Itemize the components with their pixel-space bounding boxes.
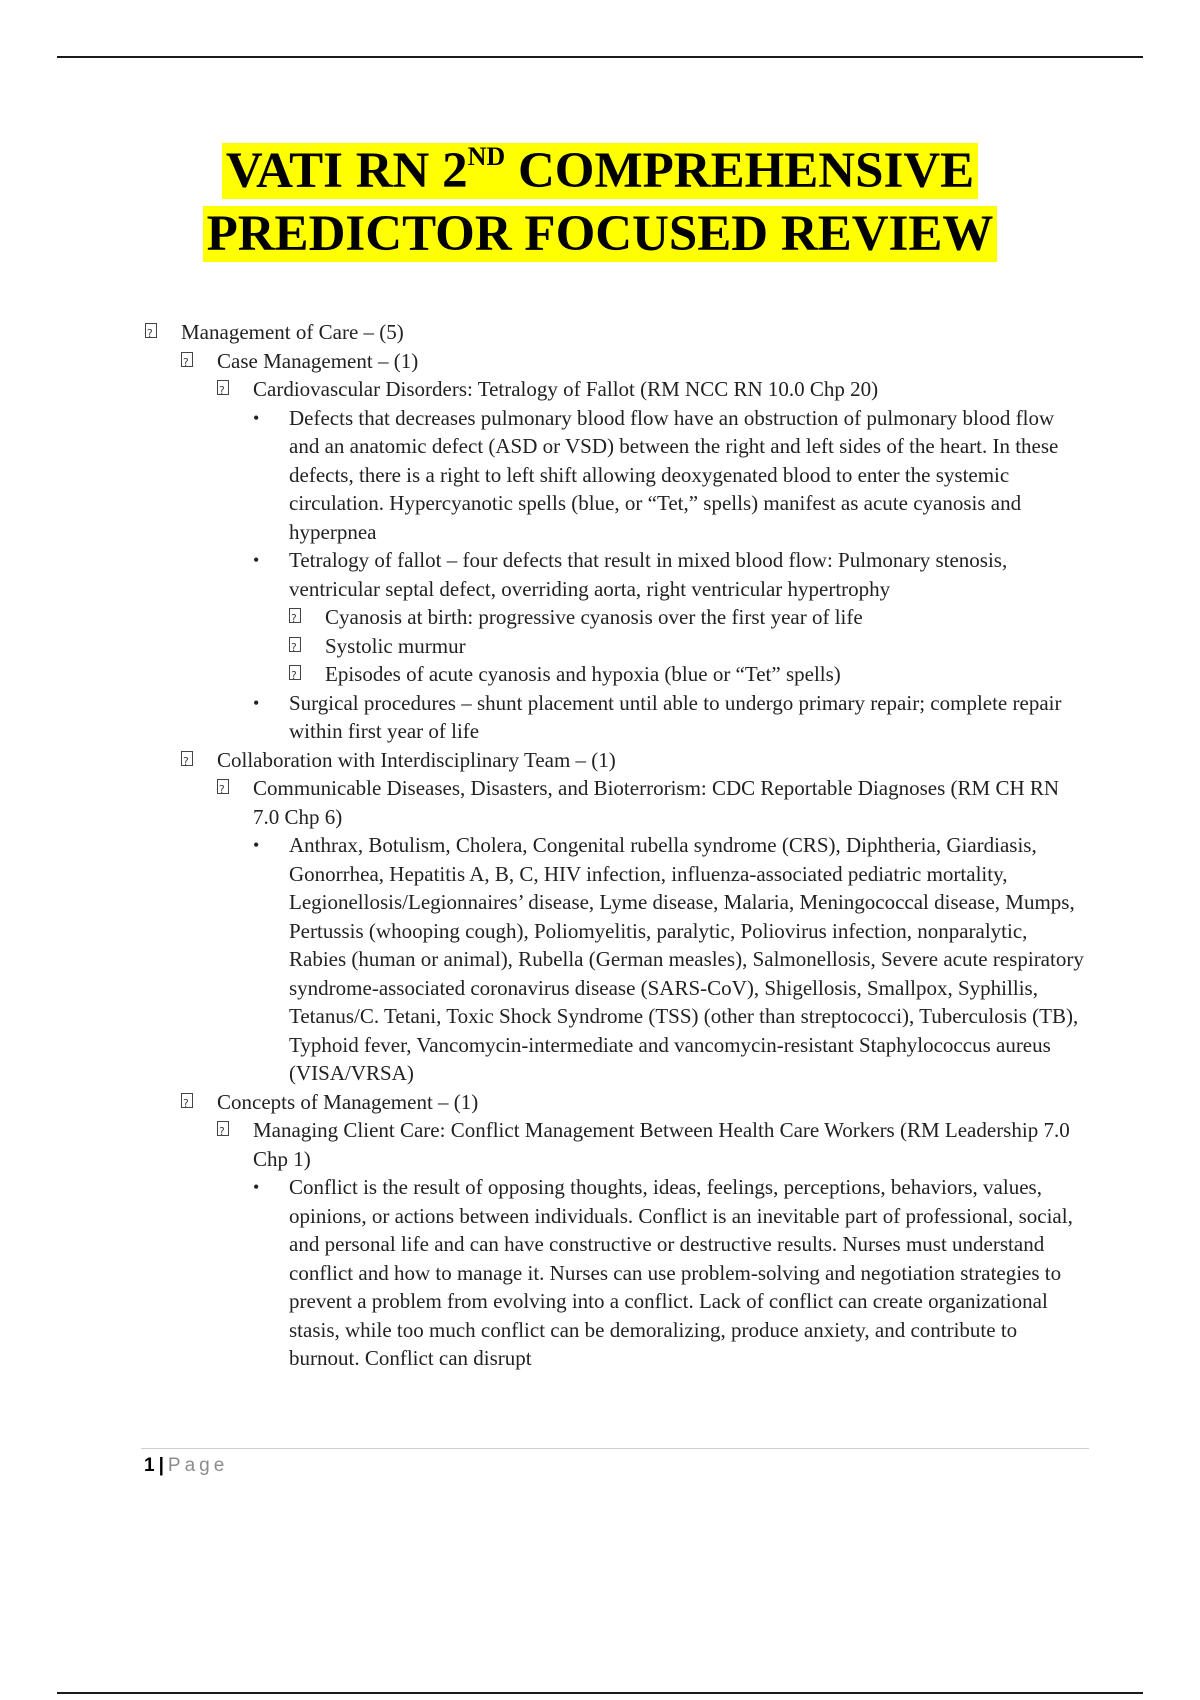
outline-item-text: Communicable Diseases, Disasters, and Bioterrorism: CDC Reportable Diagnoses (RM CH RN 7.0 Chp 6): [253, 776, 1060, 829]
outline-item-tetralogy-heading: [0, 375, 1200, 404]
outline-item-text: Cardiovascular Disorders: Tetralogy of Fallot (RM NCC RN 10.0 Chp 20): [253, 377, 879, 401]
bullet-text: Surgical procedures – shunt placement until able to undergo primary repair; complete repair within first year of life: [289, 690, 1062, 743]
footer-rule: [141, 1448, 1089, 1449]
bullet-text: Anthrax, Botulism, Cholera, Congenital rubella syndrome (CRS), Diphtheria, Giardiasis, Gonorrhea, Hepatitis A, B, C, HIV infection, influenza-associated pediatric mortality, Legionellosis/Legionnaires’ disease, Lyme disease, Malaria, Meningococcal disease, Mumps, Pertussis (whooping cough), Poliomyelitis, paralytic, Poliovirus infection, nonparalytic, Rabies (human or animal), Rubella (German measles), Salmonellosis, Severe acute respiratory syndrome-associated coronavirus disease (SARS-CoV), Shigellosis, Smallpox, Syphillis, Tetanus/C. Tetani, Toxic Shock Syndrome (TSS) (other than streptococci), Tuberculosis (TB), Typhoid fever, Vancomycin-intermediate and vancomycin-resistant Staphylococcus aureus (VISA/VRSA): [289, 833, 1084, 1085]
bullet-item: [0, 1173, 1200, 1373]
outline-item-text: Collaboration with Interdisciplinary Team – (1): [217, 747, 616, 772]
sub-item: [0, 603, 1200, 632]
page-footer: [144, 1452, 228, 1480]
outline-item-text: Management of Care – (5): [181, 320, 404, 344]
sub-item-text: Systolic murmur: [325, 633, 466, 658]
sub-item-text: Episodes of acute cyanosis and hypoxia (blue or “Tet” spells): [325, 662, 841, 686]
header-rule: [57, 56, 1143, 58]
outline-item-text: Managing Client Care: Conflict Management Between Health Care Workers (RM Leadership 7.0 Chp 1): [253, 1118, 1070, 1171]
bullet-item: [0, 404, 1200, 547]
outline-item-conflict-heading: [0, 1116, 1200, 1173]
bullet-item: [0, 689, 1200, 746]
footer-separator: |: [158, 1455, 164, 1476]
outline-item-management-of-care: [0, 318, 1200, 347]
sub-item-text: Cyanosis at birth: progressive cyanosis over the first year of life: [325, 605, 863, 629]
outline: [0, 318, 1200, 1373]
missing-glyph-box-icon: [217, 1116, 229, 1145]
missing-glyph-box-icon: [217, 375, 229, 404]
bullet-icon: •: [253, 1177, 260, 1197]
bullet-icon: •: [253, 835, 260, 855]
missing-glyph-box-icon: [181, 347, 193, 376]
sub-item: [0, 632, 1200, 661]
footer-bottom-rule: [57, 1692, 1143, 1694]
missing-glyph-box-icon: [217, 774, 229, 803]
outline-item-text: Case Management – (1): [217, 348, 419, 373]
missing-glyph-box-icon: [181, 746, 193, 775]
outline-item-collaboration: [0, 746, 1200, 775]
outline-item-cdc-heading: [0, 774, 1200, 831]
missing-glyph-box-icon: [289, 603, 301, 632]
bullet-text: Defects that decreases pulmonary blood flow have an obstruction of pulmonary blood flow and an anatomic defect (ASD or VSD) between the right and left sides of the heart. In these defects, there is a right to left shift allowing deoxygenated blood to enter the systemic circulation. Hypercyanotic spells (blue, or “Tet,” spells) manifest as acute cyanosis and hyperpnea: [289, 405, 1059, 544]
bullet-icon: •: [253, 692, 260, 713]
page-number: 1: [144, 1455, 155, 1476]
missing-glyph-box-icon: [289, 660, 301, 689]
bullet-text: Tetralogy of fallot – four defects that result in mixed blood flow: Pulmonary stenosis, ventricular septal defect, overriding aorta, right ventricular hypertrophy: [289, 548, 1008, 601]
bullet-item: [0, 546, 1200, 603]
bullet-icon: •: [253, 407, 260, 428]
bullet-icon: •: [253, 550, 260, 570]
title-line-1: VATI RN 2ND COMPREHENSIVE: [222, 143, 978, 199]
outline-item-case-management: [0, 347, 1200, 376]
page-label: Page: [167, 1455, 229, 1476]
outline-item-text: Concepts of Management – (1): [217, 1089, 479, 1114]
missing-glyph-box-icon: [145, 318, 157, 347]
bullet-text: Conflict is the result of opposing thoughts, ideas, feelings, perceptions, behaviors, values, opinions, or actions between individuals. Conflict is an inevitable part of professional, social, and personal life and can have constructive or destructive results. Nurses must understand conflict and how to manage it. Nurses can use problem-solving and negotiation strategies to prevent a problem from evolving into a conflict. Lack of conflict can create organizational stasis, while too much conflict can be demoralizing, produce anxiety, and contribute to burnout. Conflict can disrupt: [289, 1175, 1073, 1370]
missing-glyph-box-icon: [181, 1088, 193, 1117]
sub-item: [0, 660, 1200, 689]
outline-item-concepts: [0, 1088, 1200, 1117]
title-line-2: PREDICTOR FOCUSED REVIEW: [203, 206, 998, 262]
missing-glyph-box-icon: [289, 632, 301, 661]
document-title: [0, 140, 1200, 266]
bullet-item: [0, 831, 1200, 1088]
